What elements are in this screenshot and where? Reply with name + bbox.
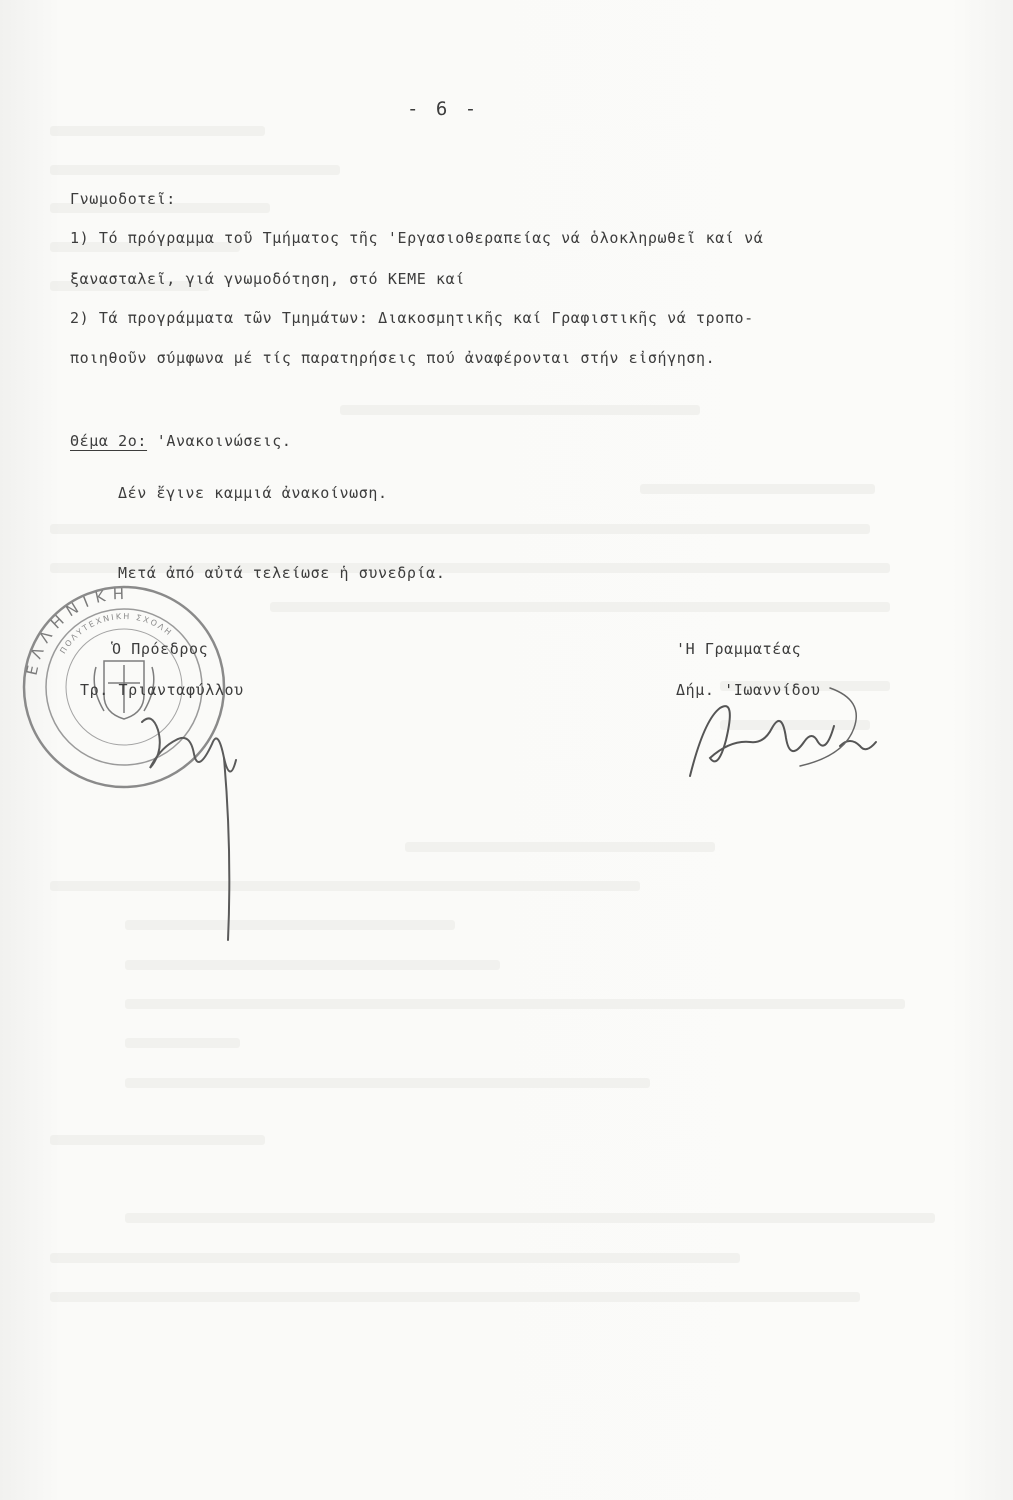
secretary-name: Δήμ. 'Ιωαννίδου — [676, 681, 821, 699]
topic-2-title: 'Ανακοινώσεις. — [156, 432, 292, 450]
seal-outer-text: ΕΛΛΗΝΙΚΗ — [22, 584, 132, 677]
page-number: - 6 - — [407, 98, 480, 120]
secretary-title: 'Η Γραμματέας — [676, 640, 802, 658]
item-2-line-2: ποιηθοῦν σύμφωνα μέ τίς παρατηρήσεις πού ἀναφέρονται στήν εἰσήγηση. — [70, 349, 716, 367]
president-title: Ὁ Πρόεδρος — [112, 640, 209, 658]
item-1-line-1: 1) Τό πρόγραμμα τοῦ Τμήματος τῆς 'Εργασιοθεραπείας νά ὁλοκληρωθεῖ καί νά — [70, 229, 764, 247]
secretary-signature — [680, 680, 900, 790]
opinion-heading: Γνωμοδοτεῖ: — [70, 190, 176, 208]
closing-text: Μετά ἀπό αὐτά τελείωσε ἡ συνεδρία. — [118, 564, 446, 582]
item-1-line-2: ξανασταλεῖ, γιά γνωμοδότηση, στό ΚΕΜΕ καί — [70, 270, 465, 288]
president-signature — [120, 700, 260, 960]
president-name: Τρ. Τριανταφύλλου — [80, 681, 244, 699]
seal-inner-text: ΠΟΛΥΤΕΧΝΙΚΗ ΣΧΟΛΗ — [58, 611, 175, 656]
topic-2-heading — [70, 432, 292, 450]
no-announcement-text: Δέν ἔγινε καμμιά ἀνακοίνωση. — [118, 484, 388, 502]
topic-2-label: Θέμα 2ο: — [70, 432, 148, 450]
item-2-line-1: 2) Τά προγράμματα τῶν Τμημάτων: Διακοσμητικῆς καί Γραφιστικῆς νά τροπο- — [70, 309, 754, 327]
